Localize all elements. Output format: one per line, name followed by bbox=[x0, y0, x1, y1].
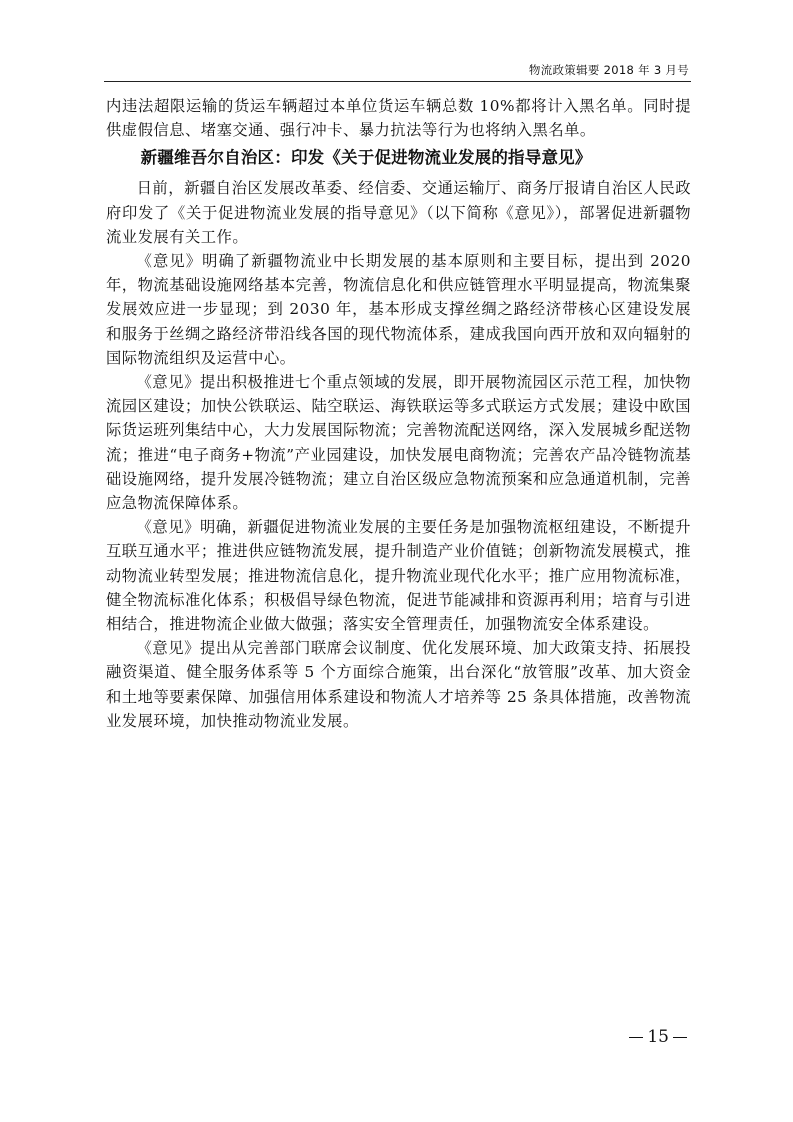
paragraph-main-tasks: 《意见》明确，新疆促进物流业发展的主要任务是加强物流枢纽建设，不断提升互联互通水平；推进供应链物流发展，提升制造产业价值链；创新物流发展模式，推动物流业转型发展；推进物流信息化，提升物流业现代化水平；推广应用物流标准，健全物流标准化体系；积极倡导绿色物流，促进节能减排和资源再利用；培育与引进相结合，推进物流企业做大做强；落实安全管理责任，加强物流安全体系建设。 bbox=[106, 518, 691, 634]
page-number-dash-left bbox=[629, 1037, 643, 1038]
article-body bbox=[106, 94, 691, 733]
paragraph-key-areas: 《意见》提出积极推进七个重点领域的发展，即开展物流园区示范工程，加快物流园区建设；加快公铁联运、陆空联运、海铁联运等多式联运方式发展；建设中欧国际货运班列集结中心，大力发展国际物流；完善物流配送网络，深入发展城乡配送物流；推进“电子商务+物流”产业园建设，加快发展电商物流；完善农产品冷链物流基础设施网络，提升发展冷链物流；建立自治区级应急物流预案和应急通道机制，完善应急物流保障体系。 bbox=[106, 373, 691, 513]
section-title: 新疆维吾尔自治区：印发《关于促进物流业发展的指导意见》 bbox=[140, 148, 592, 168]
running-header: 物流政策辑要 2018 年 3 月号 bbox=[528, 63, 689, 77]
header-divider bbox=[104, 81, 691, 82]
page-number-value: 15 bbox=[647, 1027, 669, 1047]
page-number bbox=[629, 1027, 687, 1047]
paragraph-goals: 《意见》明确了新疆物流业中长期发展的基本原则和主要目标，提出到 2020 年，物流基础设施网络基本完善，物流信息化和供应链管理水平明显提高，物流集聚发展效应进一步显现；到 2030 年，基本形成支撑丝绸之路经济带核心区建设发展和服务于丝绸之路经济带沿线各国的现代物流体系，建成我国向西开放和双向辐射的国际物流组织及运营中心。 bbox=[106, 252, 691, 367]
page-number-dash-right bbox=[673, 1037, 687, 1038]
continuation-paragraph: 内违法超限运输的货运车辆超过本单位货运车辆总数 10%都将计入黑名单。同时提供虚假信息、堵塞交通、强行冲卡、暴力抗法等行为也将纳入黑名单。 bbox=[106, 97, 691, 140]
paragraph-intro: 日前，新疆自治区发展改革委、经信委、交通运输厅、商务厅报请自治区人民政府印发了《关于促进物流业发展的指导意见》（以下简称《意见》），部署促进新疆物流业发展有关工作。 bbox=[106, 179, 691, 246]
paragraph-measures: 《意见》提出从完善部门联席会议制度、优化发展环境、加大政策支持、拓展投融资渠道、健全服务体系等 5 个方面综合施策，出台深化“放管服”改革、加大资金和土地等要素保障、加强信用体系建设和物流人才培养等 25 条具体措施，改善物流业发展环境，加快推动物流业发展。 bbox=[106, 639, 691, 730]
